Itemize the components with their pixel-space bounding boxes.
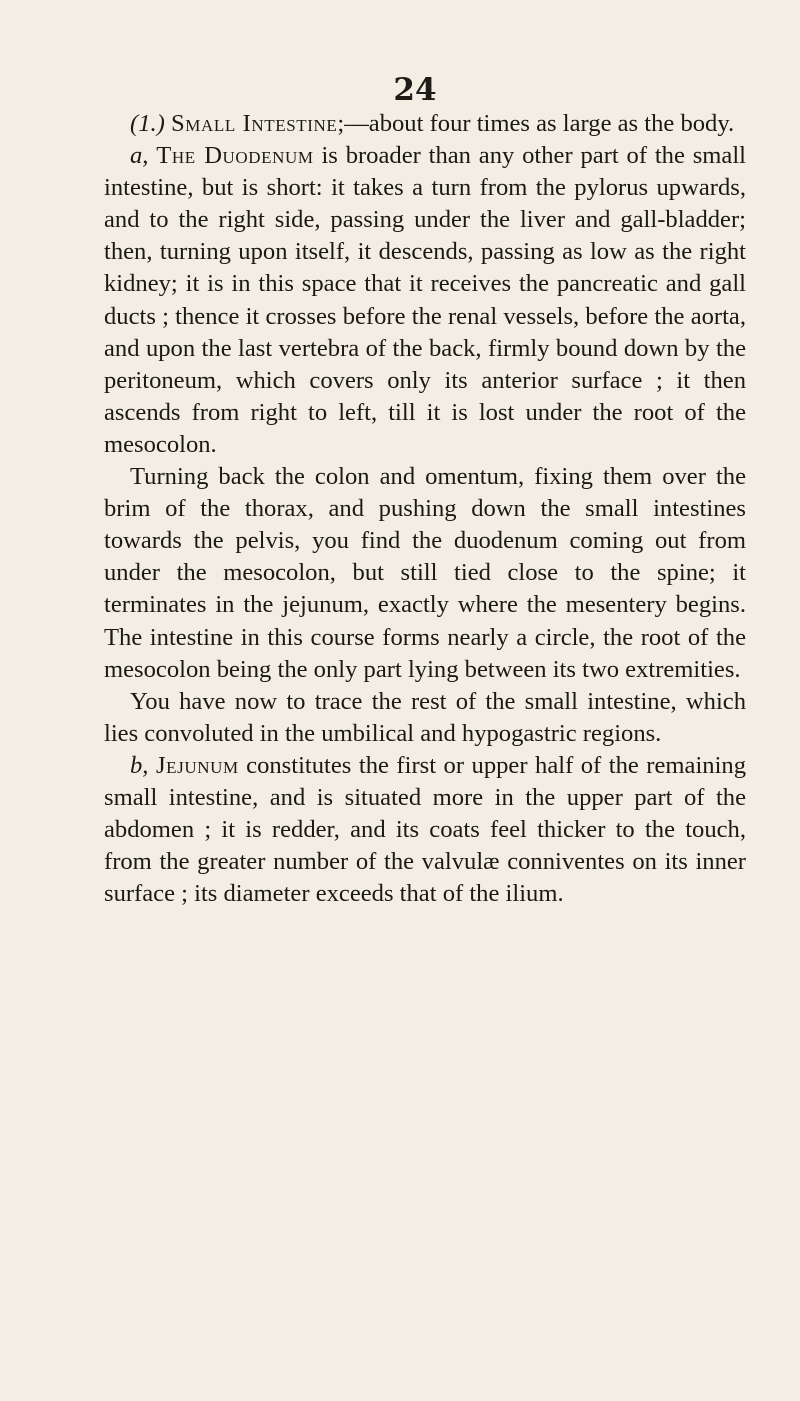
heading-duodenum: The Duodenum	[156, 142, 314, 170]
body-text	[104, 108, 746, 910]
paragraph-small-intestine	[104, 108, 746, 140]
subsection-letter: b,	[130, 751, 156, 779]
paragraph-duodenum	[104, 140, 746, 461]
paragraph-text: You have now to trace the rest of the small intestine, which lies convoluted in the umbilical and hypogastric regions.	[104, 687, 746, 747]
paragraph-trace-rest	[104, 686, 746, 750]
paragraph-text: ;—about four times as large as the body.	[337, 110, 735, 137]
subsection-letter: a,	[130, 142, 157, 170]
paragraph-turning-back	[104, 461, 746, 686]
paragraph-text: is broader than any other part of the small intestine, but is short: it takes a turn from the pylorus upwards, and to the right side, passing under the liver and gall-bladder; then, turning upon itself, it descends, passing as low as the right kidney; it is in this space that it receives the pancreatic and gall ducts ; thence it crosses before the renal vessels, before the aorta, and upon the last vertebra of the back, firmly bound down by the peritoneum, which covers only its anterior surface ; it then ascends from right to left, till it is lost under the root of the mesocolon.	[104, 142, 747, 458]
heading-small-intestine: Small Intestine	[170, 110, 338, 137]
paragraph-text: Turning back the colon and omentum, fixing them over the brim of the thorax, and pushing down the small intestines towards the pelvis, you find the duodenum coming out from under the mesocolon, but still tied close to the spine; it terminates in the jejunum, exactly where the mesentery begins. The intestine in this course forms nearly a circle, the root of the mesocolon being the only part lying between its two extremities.	[104, 463, 746, 683]
heading-jejunum: Jejunum	[155, 751, 239, 779]
paragraph-text: constitutes the first or upper half of the remaining small intestine, and is situated more in the upper part of the abdomen ; it is redder, and its coats feel thicker to the touch, from the greater number of the valvulæ conniventes on its inner surface ; its diameter exceeds that of the ilium.	[104, 751, 747, 908]
paragraph-jejunum	[104, 750, 746, 910]
section-number: (1.)	[130, 110, 171, 137]
page-number: 24	[393, 72, 437, 108]
